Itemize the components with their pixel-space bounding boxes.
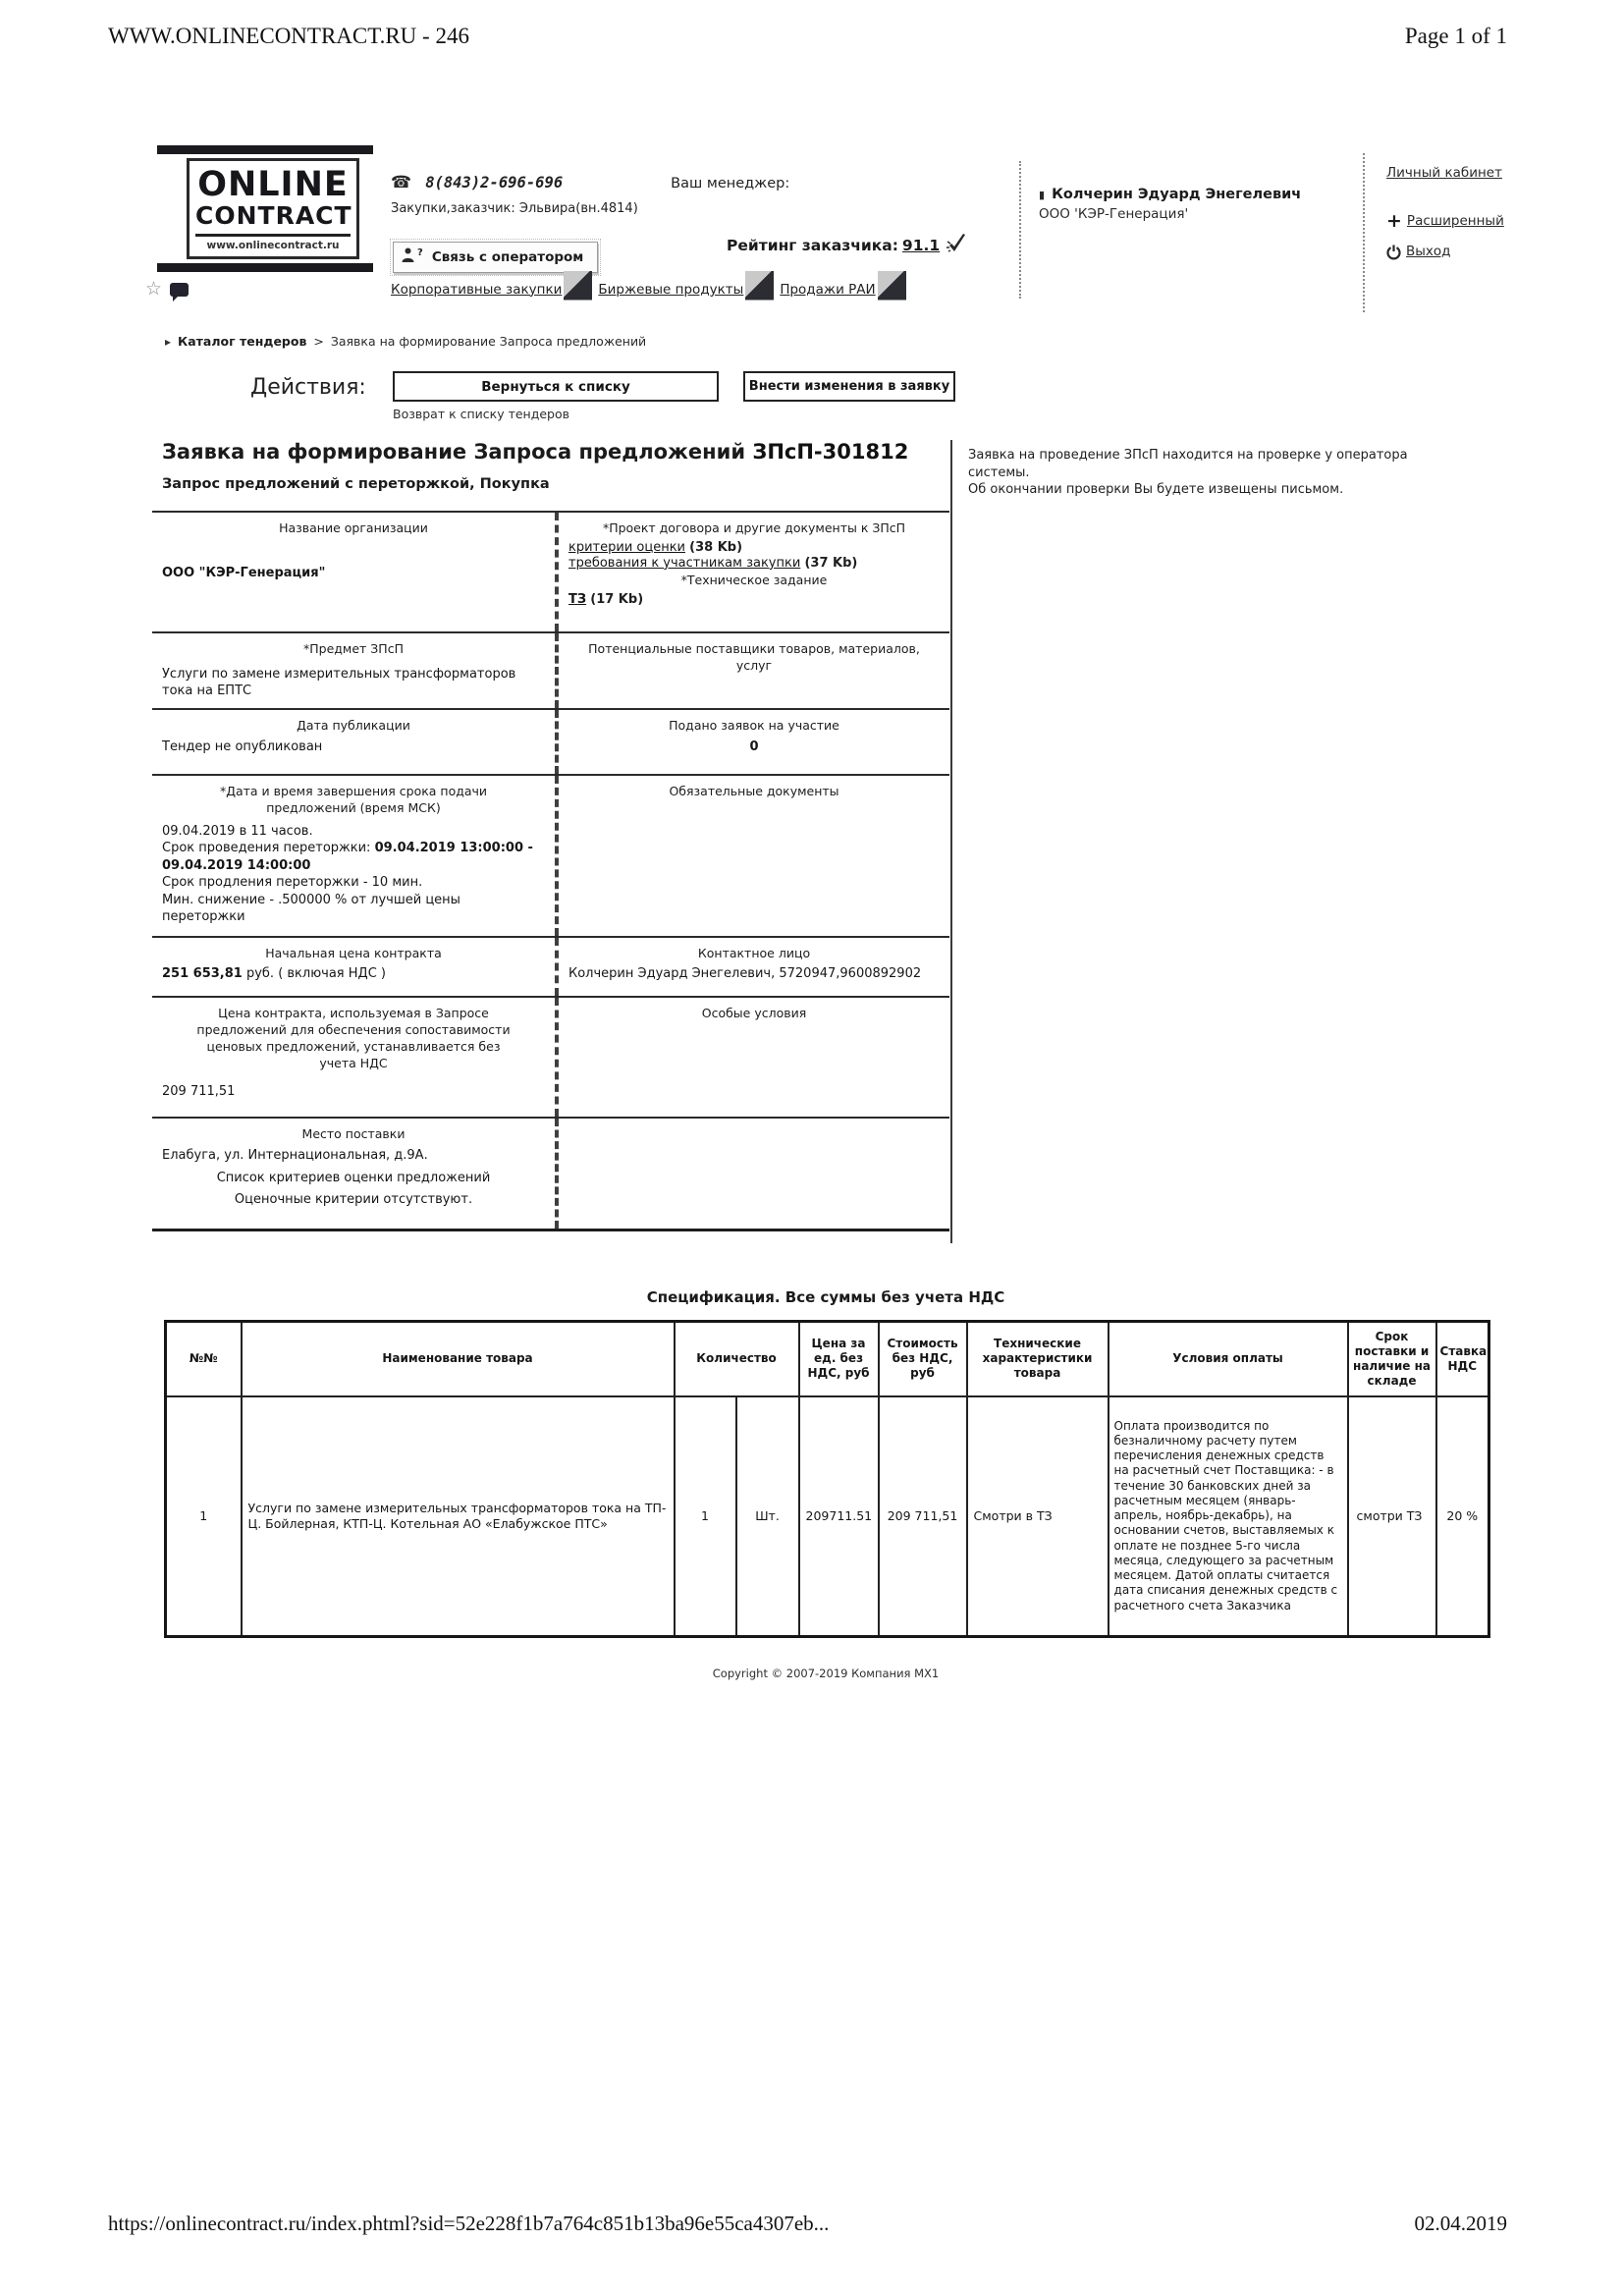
doc-size: (17 Kb) xyxy=(590,591,644,607)
user-organization: ООО 'КЭР-Генерация' xyxy=(1039,206,1189,222)
favorite-star-icon[interactable]: ☆ xyxy=(145,278,163,301)
site-header xyxy=(145,145,1581,332)
contact-value: Колчерин Эдуард Энегелевич, 5720947,9600892902 xyxy=(568,965,922,981)
docs-label: *Проект договора и другие документы к ЗПсП xyxy=(602,520,906,535)
tech-task-label: *Техническое задание xyxy=(680,572,828,587)
col-header-delivery: Срок поставки и наличие на складе xyxy=(1348,1322,1436,1396)
rating-check-icon xyxy=(944,232,969,259)
empty-cell xyxy=(555,1119,949,1229)
operator-question-mark: ? xyxy=(417,246,423,258)
request-number: ЗПсП-301812 xyxy=(752,440,909,464)
deadline-line2 xyxy=(162,840,545,874)
user-full-name: Колчерин Эдуард Энегелевич xyxy=(1052,187,1302,202)
header-top-bar xyxy=(157,145,373,154)
logo-column xyxy=(145,145,373,301)
edit-request-button[interactable]: Внести изменения в заявку xyxy=(743,371,955,402)
pubdate-label: Дата публикации xyxy=(297,717,410,733)
pubdate-value: Тендер не опубликован xyxy=(162,738,323,754)
contact-label: Контактное лицо xyxy=(697,945,811,960)
col-header-quantity: Количество xyxy=(675,1322,799,1396)
deadline-line2-prefix: Срок проведения переторжки: xyxy=(162,841,375,856)
logout-link[interactable]: Выход xyxy=(1406,244,1451,259)
status-note-line1: Заявка на проведение ЗПсП находится на проверке у оператора системы. xyxy=(968,448,1408,480)
account-menu xyxy=(1363,153,1504,312)
main-navigation xyxy=(391,279,912,300)
criteria-value: Оценочные критерии отсутствуют. xyxy=(234,1191,473,1207)
bids-count: 0 xyxy=(749,738,759,754)
header-bottom-bar xyxy=(157,263,373,272)
col-header-unit-price: Цена за ед. без НДС, руб xyxy=(799,1322,879,1396)
plus-icon: + xyxy=(1386,210,1402,232)
status-note-panel xyxy=(950,440,1443,1243)
operator-person-icon xyxy=(402,247,414,267)
start-price-amount: 251 653,81 xyxy=(162,965,243,981)
customer-rating xyxy=(727,232,969,259)
print-footer-url: https://onlinecontract.ru/index.phtml?sid=52e228f1b7a764c851b13ba96e55ca4307eb... xyxy=(108,2212,830,2235)
actions-label: Действия: xyxy=(250,375,366,400)
suppliers-label: Потенциальные поставщики товаров, материалов, услуг xyxy=(588,641,920,673)
spec-row-unit: Шт. xyxy=(736,1396,799,1637)
delivery-place-value: Елабуга, ул. Интернациональная, д.9А. xyxy=(162,1147,428,1163)
page-title xyxy=(162,440,908,464)
col-header-payment: Условия оплаты xyxy=(1109,1322,1348,1396)
phone-icon: ☎ xyxy=(391,173,412,192)
col-header-number: №№ xyxy=(166,1322,242,1396)
print-footer xyxy=(108,2212,1507,2236)
breadcrumb xyxy=(165,334,646,349)
col-header-vat: Ставка НДС xyxy=(1436,1322,1489,1396)
deadline-line2-dates: 09.04.2019 13:00:00 - 09.04.2019 14:00:00 xyxy=(162,841,533,873)
comment-bubble-icon[interactable] xyxy=(170,283,189,297)
logo-site-url: www.onlinecontract.ru xyxy=(206,240,340,252)
deadline-label: *Дата и время завершения срока подачи предложений (время МСК) xyxy=(219,783,488,815)
online-contract-logo[interactable] xyxy=(187,158,359,259)
nav-link-corporate-purchases[interactable]: Корпоративные закупки xyxy=(391,281,563,298)
print-footer-date: 02.04.2019 xyxy=(1414,2212,1507,2235)
user-marker-icon: ▮ xyxy=(1039,188,1046,201)
nav-link-rai-sales[interactable]: Продажи РАИ xyxy=(780,281,876,298)
col-header-name: Наименование товара xyxy=(242,1322,675,1396)
specification-title: Спецификация. Все суммы без учета НДС xyxy=(646,1288,1005,1306)
spec-row-vat: 20 % xyxy=(1436,1396,1489,1637)
nav-link-exchange-products[interactable]: Биржевые продукты xyxy=(598,281,744,298)
spec-row-name: Услуги по замене измерительных трансформаторов тока на ТП-Ц. Бойлерная, КТП-Ц. Котельная АО «Елабужское ПТС» xyxy=(242,1396,675,1637)
spec-row-unit-price: 209711.51 xyxy=(799,1396,879,1637)
deadline-line3: Срок продления переторжки - 10 мин. xyxy=(162,875,423,891)
doc-link-criteria[interactable]: критерии оценки xyxy=(568,539,686,555)
spec-row-delivery: смотри ТЗ xyxy=(1348,1396,1436,1637)
folded-corner-icon xyxy=(745,271,774,300)
deadline-line1: 09.04.2019 в 11 часов. xyxy=(162,823,313,839)
request-form-table xyxy=(152,511,949,1231)
document-row xyxy=(568,540,940,555)
doc-link-tz[interactable]: ТЗ xyxy=(568,591,587,607)
start-price-label: Начальная цена контракта xyxy=(265,945,442,960)
doc-link-requirements[interactable]: требования к участникам закупки xyxy=(568,555,801,571)
logo-text-online: ONLINE xyxy=(197,165,349,204)
col-header-tech: Технические характеристики товара xyxy=(967,1322,1109,1396)
logo-text-contract: CONTRACT xyxy=(195,201,351,237)
subject-value: Услуги по замене измерительных трансформаторов тока на ЕПТС xyxy=(162,666,516,699)
rating-value-link[interactable]: 91.1 xyxy=(901,237,941,254)
current-user-block xyxy=(1019,161,1301,299)
doc-size: (37 Kb) xyxy=(804,555,858,571)
page-title-text: Заявка на формирование Запроса предложений xyxy=(162,440,746,464)
spec-row-tech: Смотри в ТЗ xyxy=(967,1396,1109,1637)
print-header-page: Page 1 of 1 xyxy=(1404,24,1507,48)
specification-table xyxy=(164,1320,1490,1638)
rating-label: Рейтинг заказчика: xyxy=(727,237,898,254)
copyright-line: Copyright © 2007-2019 Компания МХ1 xyxy=(712,1667,940,1680)
power-logout-icon xyxy=(1386,245,1401,264)
doc-size: (38 Kb) xyxy=(689,539,743,555)
manager-label: Ваш менеджер: xyxy=(671,176,790,191)
document-row xyxy=(568,592,940,607)
specification-section xyxy=(164,1288,1488,1638)
personal-cabinet-link[interactable]: Личный кабинет xyxy=(1386,165,1502,181)
start-price-value xyxy=(162,965,545,983)
org-value: ООО "КЭР-Генерация" xyxy=(162,565,326,580)
delivery-place-label: Место поставки xyxy=(301,1125,406,1141)
spec-row-qty: 1 xyxy=(675,1396,736,1637)
extended-mode-link[interactable]: Расширенный xyxy=(1406,213,1504,229)
org-label: Название организации xyxy=(279,520,428,535)
col-header-total: Стоимость без НДС, руб xyxy=(879,1322,967,1396)
print-header xyxy=(108,24,1507,49)
novat-price-label: Цена контракта, используемая в Запросе предложений для обеспечения сопоставимости ценовых предложений, устанавливается без учета НДС xyxy=(196,1005,511,1070)
back-to-list-button[interactable]: Вернуться к списку xyxy=(393,371,719,402)
document-row xyxy=(568,556,940,571)
novat-price-value: 209 711,51 xyxy=(162,1084,236,1100)
actions-bar xyxy=(0,365,1623,434)
deadline-line4: Мин. снижение - .500000 % от лучшей цены переторжки xyxy=(162,892,460,925)
operator-button-label: Связь с оператором xyxy=(431,249,584,265)
back-button-caption: Возврат к списку тендеров xyxy=(393,407,569,421)
bids-label: Подано заявок на участие xyxy=(669,717,839,733)
start-price-suffix: руб. ( включая НДС ) xyxy=(242,965,386,981)
spec-row-total: 209 711,51 xyxy=(879,1396,967,1637)
breadcrumb-arrow-icon: ▸ xyxy=(165,334,172,349)
page-subtitle: Запрос предложений с переторжкой, Покупка xyxy=(162,476,550,492)
subject-label: *Предмет ЗПсП xyxy=(303,641,404,656)
criteria-list-label: Список критериев оценки предложений xyxy=(216,1171,491,1186)
status-note-line2: Об окончании проверки Вы будете извещены письмом. xyxy=(968,482,1344,498)
special-conditions-label: Особые условия xyxy=(701,1005,807,1020)
spec-row xyxy=(166,1396,1489,1637)
contact-operator-button[interactable] xyxy=(393,242,598,273)
required-docs-label: Обязательные документы xyxy=(669,783,839,798)
breadcrumb-tender-catalog[interactable]: Каталог тендеров xyxy=(178,334,307,349)
spec-row-payment-terms: Оплата производится по безналичному расчету путем перечисления денежных средств на расчетный счет Поставщика: - в течение 30 банковских дней за расчетным месяцем (январь-апрель, ноябрь-декабрь), на основании счетов, выставляемых к оплате не позднее 5-го числа месяца, следующего за расчетным месяцем. Датой оплаты считается дата списания денежных средств с расчетного счета Заказчика xyxy=(1109,1396,1348,1637)
breadcrumb-current: Заявка на формирование Запроса предложений xyxy=(330,334,647,349)
breadcrumb-separator: > xyxy=(313,334,324,349)
manager-name: Закупки,заказчик: Эльвира(вн.4814) xyxy=(391,201,638,216)
print-header-url: WWW.ONLINECONTRACT.RU - 246 xyxy=(108,24,469,48)
folded-corner-icon xyxy=(878,271,906,300)
spec-row-number: 1 xyxy=(166,1396,242,1637)
folded-corner-icon xyxy=(564,271,592,300)
support-phone-number: 8(843)2-696-696 xyxy=(425,174,564,191)
